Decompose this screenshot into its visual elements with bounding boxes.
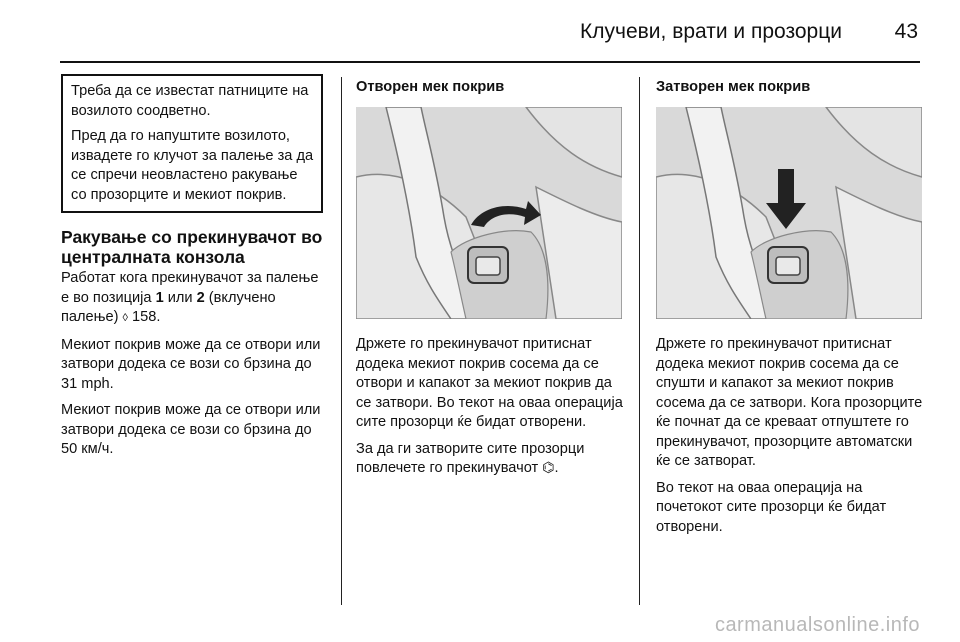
ignition-text-or: или	[163, 289, 197, 306]
closed-roof-paragraph-2: Во текот на оваа операција на почетокот сите прозорци ќе бидат отворени.	[656, 479, 887, 535]
open-roof-paragraph-1: Држете го прекинувачот притиснат додека мекиот покрив сосема да се отвори и капакот за мекиот покрив да се затвори. Во текот на оваа операција сите прозорци ќе бидат отворени.	[356, 336, 623, 430]
column-3	[656, 74, 926, 544]
window-switch-icon: ⌬	[542, 460, 555, 476]
column-2	[356, 74, 624, 486]
speed-kmh-paragraph: Мекиот покрив може да се отвори или затвори додека се вози со брзина до 50 км/ч.	[61, 402, 321, 457]
section-heading: Ракување со прекинувачот во централната конзола	[61, 227, 323, 267]
column-divider-2	[639, 77, 640, 605]
open-roof-paragraph-2	[356, 440, 624, 479]
open-roof-heading: Отворен мек покрив	[356, 79, 505, 95]
close-windows-end: .	[554, 460, 559, 476]
ignition-paragraph	[61, 269, 323, 329]
open-roof-switch-drawing	[356, 107, 622, 319]
warning-paragraph-1: Треба да се известат патниците на возилото соодветно.	[71, 83, 309, 119]
closed-roof-switch-illustration	[656, 107, 922, 319]
column-1	[61, 74, 323, 467]
page-number: 43	[894, 20, 918, 43]
closed-roof-paragraph-1: Држете го прекинувачот притиснат додека мекиот покрив сосема да се спушти и капакот за мекиот покрив сосема да се затвори. Кога прозорците ќе почнат да се креваат отпуштете го прекинувачот, прозорците автоматски ќе се затворат.	[656, 336, 923, 469]
closed-roof-heading: Затворен мек покрив	[656, 79, 811, 95]
ignition-text-start: Работат кога прекинувачот за палење е во позиција	[61, 270, 319, 306]
header-divider	[60, 61, 920, 63]
ignition-text-after: (вклучено палење)	[61, 289, 276, 325]
page-reference-link[interactable]: 158.	[127, 309, 161, 325]
closed-roof-switch-drawing	[656, 107, 922, 319]
page-header-title: Клучеви, врати и прозорци	[580, 20, 842, 43]
ignition-position-1: 1	[155, 289, 164, 306]
close-windows-text: За да ги затворите сите прозорци повлечете го прекинувачот	[356, 440, 585, 476]
ignition-position-2: 2	[196, 289, 205, 306]
open-roof-switch-illustration	[356, 107, 622, 319]
warning-paragraph-2: Пред да го напуштите возилото, извадете го клучот за палење за да се спречи неовластено ракување со прозорците и мекиот покрив.	[71, 128, 314, 203]
page-reference-icon: ◊	[122, 312, 128, 324]
column-divider-1	[341, 77, 342, 605]
warning-box	[61, 74, 323, 213]
speed-mph-paragraph: Мекиот покрив може да се отвори или затвори додека се вози со брзина до 31 mph.	[61, 336, 321, 392]
watermark: carmanualsonline.info	[714, 614, 920, 636]
